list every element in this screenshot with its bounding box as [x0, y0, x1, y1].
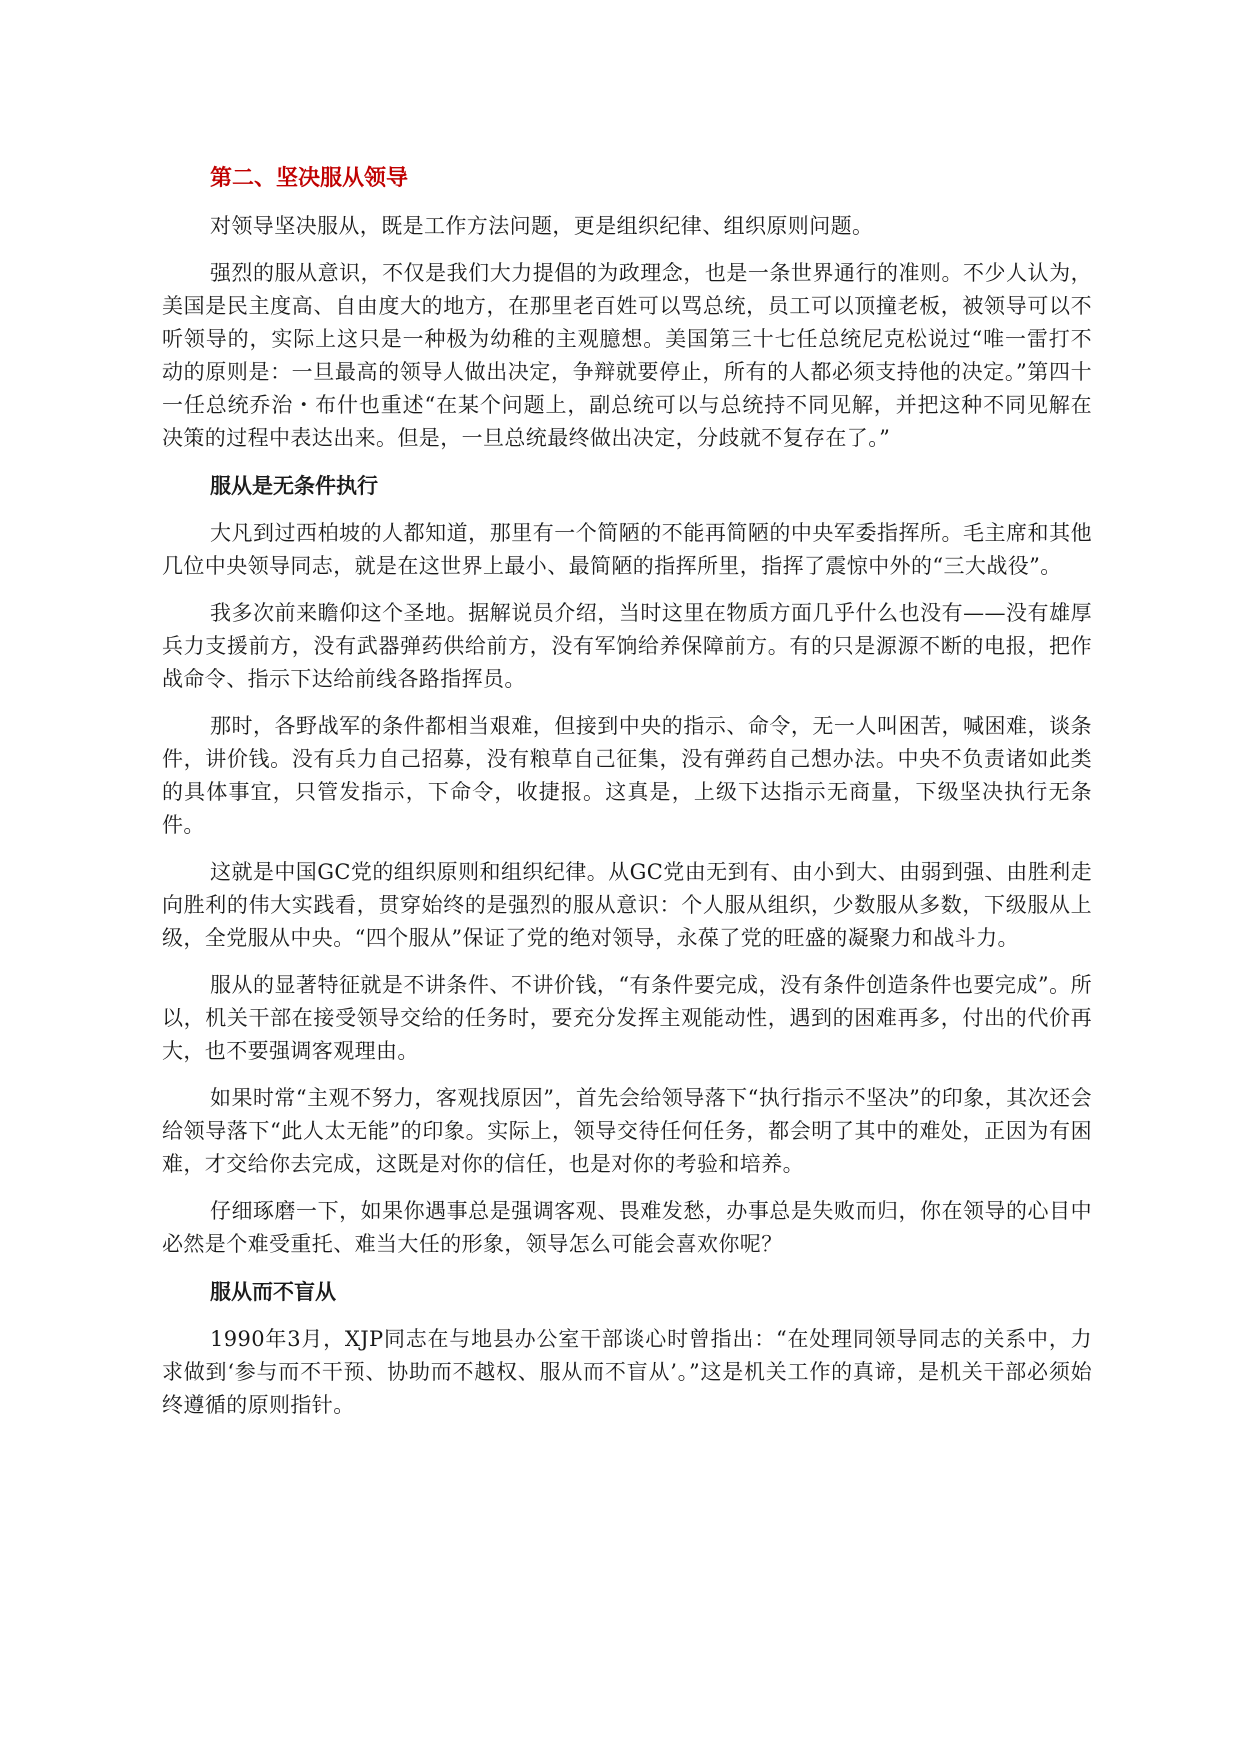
paragraph: 如果时常“主观不努力，客观找原因”，首先会给领导落下“执行指示不坚决”的印象，其次还会给领导落下“此人太无能”的印象。实际上，领导交待任何任务，都会明了其中的难处，正因为有困难，才交给你去完成，这既是对你的信任，也是对你的考验和培养。 — [162, 1086, 1092, 1176]
paragraph: 大凡到过西柏坡的人都知道，那里有一个简陋的不能再简陋的中央军委指挥所。毛主席和其他几位中央领导同志，就是在这世界上最小、最简陋的指挥所里，指挥了震惊中外的“三大战役”。 — [162, 521, 1092, 578]
paragraph: 那时，各野战军的条件都相当艰难，但接到中央的指示、命令，无一人叫困苦，喊困难，谈条件，讲价钱。没有兵力自己招募，没有粮草自己征集，没有弹药自己想办法。中央不负责诸如此类的具体事宜，只管发指示，下命令，收捷报。这真是，上级下达指示无商量，下级坚决执行无条件。 — [162, 714, 1092, 837]
paragraph: 1990年3月，XJP同志在与地县办公室干部谈心时曾指出：“在处理同领导同志的关系中，力求做到‘参与而不干预、协助而不越权、服从而不盲从’。”这是机关工作的真谛，是机关干部必须始终遵循的原则指针。 — [162, 1327, 1092, 1417]
document-page — [162, 162, 1092, 1436]
paragraph-intro: 对领导坚决服从，既是工作方法问题，更是组织纪律、组织原则问题。 — [210, 214, 874, 238]
paragraph: 我多次前来瞻仰这个圣地。据解说员介绍，当时这里在物质方面几乎什么也没有——没有雄厚兵力支援前方，没有武器弹药供给前方，没有军饷给养保障前方。有的只是源源不断的电报，把作战命令、指示下达给前线各路指挥员。 — [162, 601, 1092, 691]
subsection-title-obey-not-blindly: 服从而不盲从 — [210, 1280, 336, 1304]
paragraph: 服从的显著特征就是不讲条件、不讲价钱，“有条件要完成，没有条件创造条件也要完成”。所以，机关干部在接受领导交给的任务时，要充分发挥主观能动性，遇到的困难再多，付出的代价再大，也不要强调客观理由。 — [162, 973, 1092, 1063]
paragraph-obedience-awareness: 强烈的服从意识，不仅是我们大力提倡的为政理念，也是一条世界通行的准则。不少人认为，美国是民主度高、自由度大的地方，在那里老百姓可以骂总统，员工可以顶撞老板，被领导可以不听领导的，实际上这只是一种极为幼稚的主观臆想。美国第三十七任总统尼克松说过“唯一雷打不动的原则是：一旦最高的领导人做出决定，争辩就要停止，所有的人都必须支持他的决定。”第四十一任总统乔治・布什也重述“在某个问题上，副总统可以与总统持不同见解，并把这种不同见解在决策的过程中表达出来。但是，一旦总统最终做出决定，分歧就不复存在了。” — [162, 261, 1092, 450]
section-title: 第二、坚决服从领导 — [210, 166, 409, 191]
paragraph: 这就是中国GC党的组织原则和组织纪律。从GC党由无到有、由小到大、由弱到强、由胜利走向胜利的伟大实践看，贯穿始终的是强烈的服从意识：个人服从组织，少数服从多数，下级服从上级，全党服从中央。“四个服从”保证了党的绝对领导，永葆了党的旺盛的凝聚力和战斗力。 — [162, 860, 1092, 950]
paragraph: 仔细琢磨一下，如果你遇事总是强调客观、畏难发愁，办事总是失败而归，你在领导的心目中必然是个难受重托、难当大任的形象，领导怎么可能会喜欢你呢？ — [162, 1199, 1092, 1256]
subsection-title-unconditional-execution: 服从是无条件执行 — [210, 474, 378, 498]
